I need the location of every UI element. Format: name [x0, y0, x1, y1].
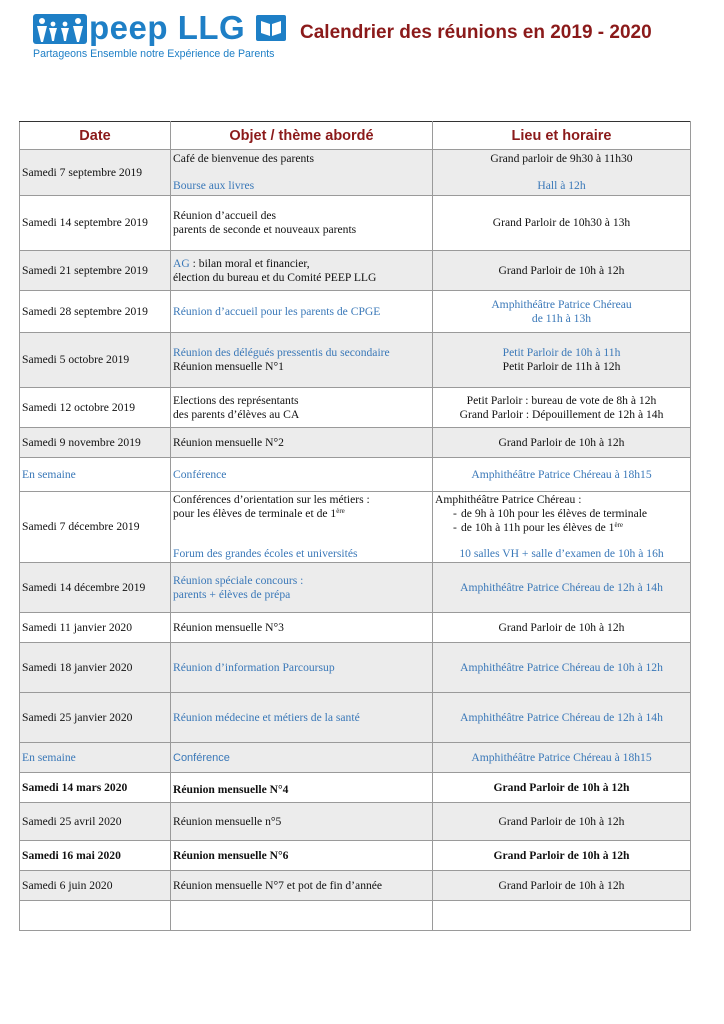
table-row — [20, 871, 691, 901]
book-icon — [256, 15, 286, 41]
list-dash: - — [453, 507, 457, 520]
row-date: Samedi 14 décembre 2019 — [20, 563, 171, 613]
objet-line: Conférences d’orientation sur les métiers : — [173, 493, 370, 506]
row-lieu: Amphithéâtre Patrice Chéreau de 10h à 12h — [433, 643, 691, 693]
row-lieu — [433, 291, 691, 333]
header-objet: Objet / thème abordé — [171, 122, 433, 150]
superscript: ère — [336, 507, 345, 515]
row-objet: Conférence — [171, 458, 433, 492]
empty-cell — [20, 901, 171, 931]
row-objet: Réunion médecine et métiers de la santé — [171, 693, 433, 743]
logo-tagline: Partageons Ensemble notre Expérience de Parents — [33, 48, 275, 60]
objet-line: élection du bureau et du Comité PEEP LLG — [173, 270, 377, 284]
row-lieu: Grand Parloir de 10h à 12h — [433, 773, 691, 803]
table-row — [20, 458, 691, 492]
objet-line: Elections des représentants — [173, 393, 299, 407]
ag-label: AG — [173, 256, 190, 270]
row-date: Samedi 16 mai 2020 — [20, 841, 171, 871]
row-date: Samedi 14 septembre 2019 — [20, 196, 171, 251]
row-date: Samedi 5 octobre 2019 — [20, 333, 171, 388]
row-date: Samedi 25 avril 2020 — [20, 803, 171, 841]
lieu-line: Amphithéâtre Patrice Chéreau — [491, 297, 632, 311]
row-lieu: Grand Parloir de 10h à 12h — [433, 803, 691, 841]
lieu-line: Grand Parloir : Dépouillement de 12h à 14h — [459, 407, 664, 421]
row-date: Samedi 9 novembre 2019 — [20, 428, 171, 458]
table-row — [20, 333, 691, 388]
peep-logo — [33, 9, 283, 62]
table-row — [20, 563, 691, 613]
objet-line: Réunion spéciale concours : — [173, 573, 304, 587]
page-header — [0, 0, 724, 70]
empty-cell — [433, 901, 691, 931]
row-objet: Réunion mensuelle N°4 — [171, 773, 433, 803]
row-objet: Réunion mensuelle N°6 — [171, 841, 433, 871]
row-date: Samedi 18 janvier 2020 — [20, 643, 171, 693]
family-icon — [33, 14, 87, 44]
table-header-row — [20, 122, 691, 150]
row-objet: Réunion mensuelle N°7 et pot de fin d’année — [171, 871, 433, 901]
lieu-line: Petit Parloir de 10h à 11h — [502, 346, 621, 359]
row-date: Samedi 12 octobre 2019 — [20, 388, 171, 428]
lieu-line: 10 salles VH + salle d’examen de 10h à 16h — [459, 547, 664, 560]
row-date: Samedi 25 janvier 2020 — [20, 693, 171, 743]
row-objet — [171, 388, 433, 428]
row-objet — [171, 251, 433, 291]
row-objet — [171, 150, 433, 196]
row-objet: Réunion mensuelle N°3 — [171, 613, 433, 643]
empty-cell — [171, 901, 433, 931]
objet-line: pour les élèves de terminale et de 1 — [173, 507, 337, 520]
meeting-calendar-table — [19, 121, 691, 931]
table-row — [20, 428, 691, 458]
table-row — [20, 196, 691, 251]
row-objet — [171, 196, 433, 251]
row-objet — [171, 333, 433, 388]
lieu-line: Hall à 12h — [537, 179, 586, 192]
page-title: Calendrier des réunions en 2019 - 2020 — [300, 22, 652, 43]
objet-line: des parents d’élèves au CA — [173, 407, 300, 421]
logo-text: peep LLG — [89, 9, 246, 46]
row-date: Samedi 14 mars 2020 — [20, 773, 171, 803]
row-date: En semaine — [20, 458, 171, 492]
row-lieu: Grand Parloir de 10h à 12h — [433, 841, 691, 871]
row-lieu — [433, 388, 691, 428]
row-objet: Réunion mensuelle N°2 — [171, 428, 433, 458]
row-lieu — [433, 150, 691, 196]
table-row — [20, 743, 691, 773]
table-row — [20, 693, 691, 743]
lieu-line: de 10h à 11h pour les élèves de 1 — [461, 521, 615, 534]
row-objet: Réunion d’information Parcoursup — [171, 643, 433, 693]
row-lieu: Amphithéâtre Patrice Chéreau à 18h15 — [433, 458, 691, 492]
lieu-line: de 11h à 13h — [531, 311, 592, 325]
row-objet — [171, 492, 433, 563]
row-lieu: Grand Parloir de 10h à 12h — [433, 871, 691, 901]
row-date: Samedi 7 septembre 2019 — [20, 150, 171, 196]
objet-line: Café de bienvenue des parents — [173, 152, 314, 165]
lieu-line: Petit Parloir : bureau de vote de 8h à 12h — [466, 393, 657, 407]
table-row — [20, 841, 691, 871]
row-lieu: Grand Parloir de 10h30 à 13h — [433, 196, 691, 251]
row-objet: Réunion d’accueil pour les parents de CPGE — [171, 291, 433, 333]
objet-line: Bourse aux livres — [173, 179, 255, 192]
table-row — [20, 150, 691, 196]
table-row-empty — [20, 901, 691, 931]
row-date: Samedi 21 septembre 2019 — [20, 251, 171, 291]
lieu-line: Petit Parloir de 11h à 12h — [502, 360, 621, 373]
header-lieu: Lieu et horaire — [433, 122, 691, 150]
objet-line: Réunion mensuelle N°1 — [173, 360, 284, 373]
objet-line: Réunion des délégués pressentis du secondaire — [173, 346, 390, 359]
row-objet: Réunion mensuelle n°5 — [171, 803, 433, 841]
table-row — [20, 291, 691, 333]
row-date: Samedi 7 décembre 2019 — [20, 492, 171, 563]
objet-line: parents de seconde et nouveaux parents — [173, 223, 357, 236]
row-lieu: Amphithéâtre Patrice Chéreau de 12h à 14h — [433, 563, 691, 613]
table-row — [20, 803, 691, 841]
row-lieu — [433, 492, 691, 563]
lieu-line: Grand parloir de 9h30 à 11h30 — [490, 152, 633, 165]
row-date: Samedi 6 juin 2020 — [20, 871, 171, 901]
objet-line: : bilan moral et financier, — [189, 256, 310, 270]
row-lieu: Amphithéâtre Patrice Chéreau de 12h à 14h — [433, 693, 691, 743]
list-dash: - — [453, 521, 457, 534]
row-lieu: Grand Parloir de 10h à 12h — [433, 428, 691, 458]
row-lieu: Amphithéâtre Patrice Chéreau à 18h15 — [433, 743, 691, 773]
table-row — [20, 388, 691, 428]
row-objet: Conférence — [171, 743, 433, 773]
superscript: ère — [614, 521, 624, 529]
row-date: Samedi 11 janvier 2020 — [20, 613, 171, 643]
table-row — [20, 251, 691, 291]
objet-line: parents + élèves de prépa — [173, 587, 291, 601]
row-lieu: Grand Parloir de 10h à 12h — [433, 613, 691, 643]
row-objet — [171, 563, 433, 613]
table-row — [20, 492, 691, 563]
lieu-line: Amphithéâtre Patrice Chéreau : — [435, 493, 582, 506]
header-date: Date — [20, 122, 171, 150]
objet-line: Réunion d’accueil des — [173, 209, 277, 222]
row-date: Samedi 28 septembre 2019 — [20, 291, 171, 333]
table-row — [20, 773, 691, 803]
row-lieu: Grand Parloir de 10h à 12h — [433, 251, 691, 291]
table-row — [20, 613, 691, 643]
lieu-line: de 9h à 10h pour les élèves de terminale — [461, 507, 648, 520]
table-row — [20, 643, 691, 693]
row-date: En semaine — [20, 743, 171, 773]
row-lieu — [433, 333, 691, 388]
objet-line: Forum des grandes écoles et universités — [173, 547, 358, 560]
